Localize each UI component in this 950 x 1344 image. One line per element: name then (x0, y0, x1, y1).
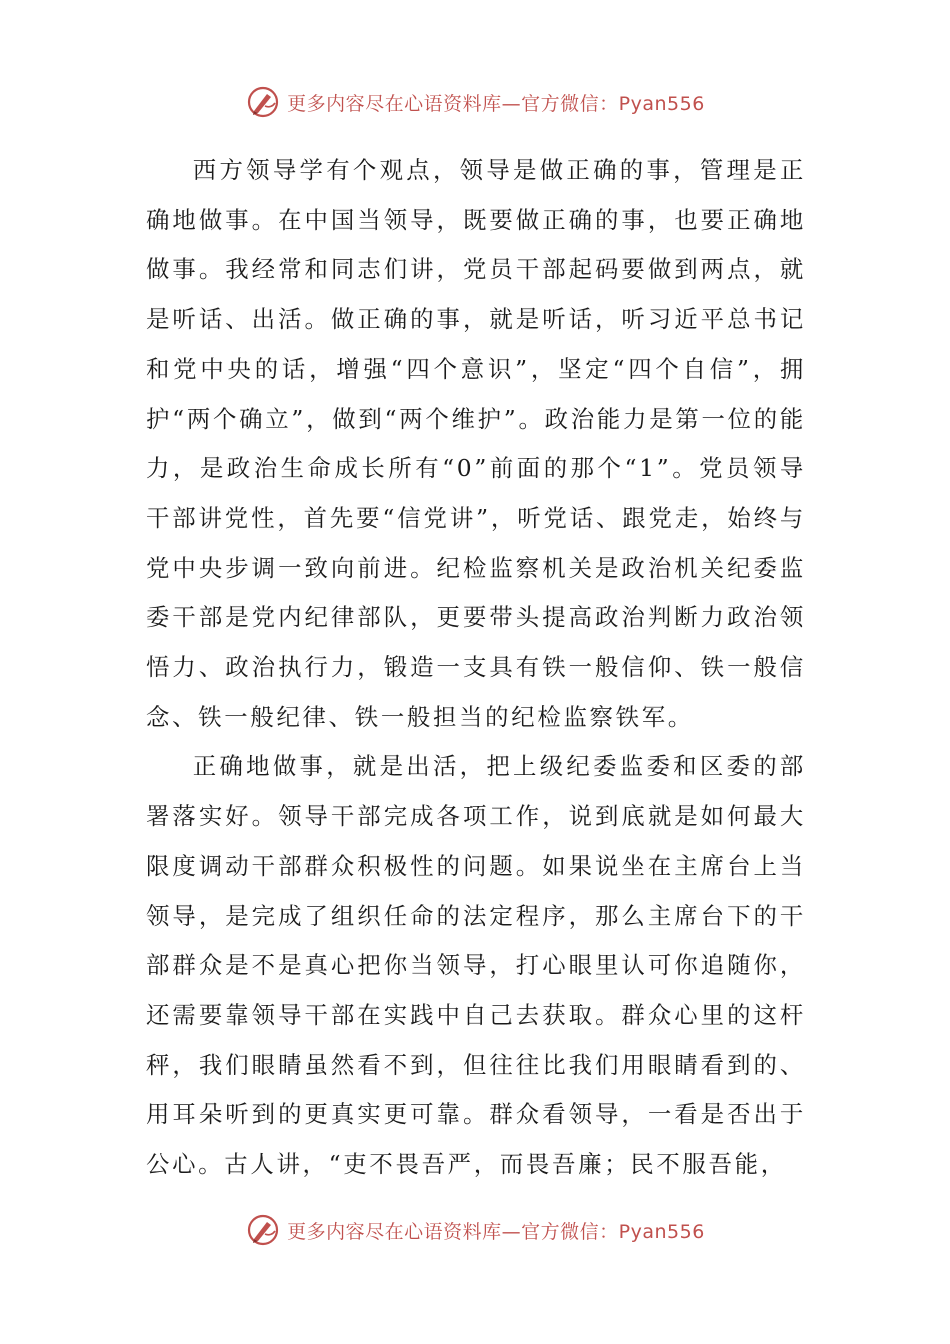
paragraph-2: 正确地做事，就是出活，把上级纪委监委和区委的部署落实好。领导干部完成各项工作，说到底就是如何最大限度调动干部群众积极性的问题。如果说坐在主席台上当领导，是完成了组织任命的法定程序，那么主席台下的干部群众是不是真心把你当领导，打心眼里认可你追随你，还需要靠领导干部在实践中自己去获取。群众心里的这杆秤，我们眼睛虽然看不到，但往往比我们用眼睛看到的、用耳朵听到的更真实更可靠。群众看领导，一看是否出于公心。古人讲，“吏不畏吾严，而畏吾廉；民不服吾能， (146, 752, 806, 1179)
footer-banner (0, 1212, 950, 1248)
pen-logo-icon (245, 1212, 281, 1248)
pen-logo-icon (245, 84, 281, 120)
banner-text: 更多内容尽在心语资料库—官方微信：Pyan556 (287, 92, 705, 115)
banner-text: 更多内容尽在心语资料库—官方微信：Pyan556 (287, 1220, 705, 1243)
header-banner (0, 84, 950, 120)
document-body (146, 146, 806, 1190)
paragraph-1: 西方领导学有个观点，领导是做正确的事，管理是正确地做事。在中国当领导，既要做正确的事，也要正确地做事。我经常和同志们讲，党员干部起码要做到两点，就是听话、出活。做正确的事，就是听话，听习近平总书记和党中央的话，增强“四个意识”，坚定“四个自信”，拥护“两个确立”，做到“两个维护”。政治能力是第一位的能力，是政治生命成长所有“0”前面的那个“1”。党员领导干部讲党性，首先要“信党讲”，听党话、跟党走，始终与党中央步调一致向前进。纪检监察机关是政治机关纪委监委干部是党内纪律部队，更要带头提高政治判断力政治领悟力、政治执行力，锻造一支具有铁一般信仰、铁一般信念、铁一般纪律、铁一般担当的纪检监察铁军。 (146, 156, 806, 731)
